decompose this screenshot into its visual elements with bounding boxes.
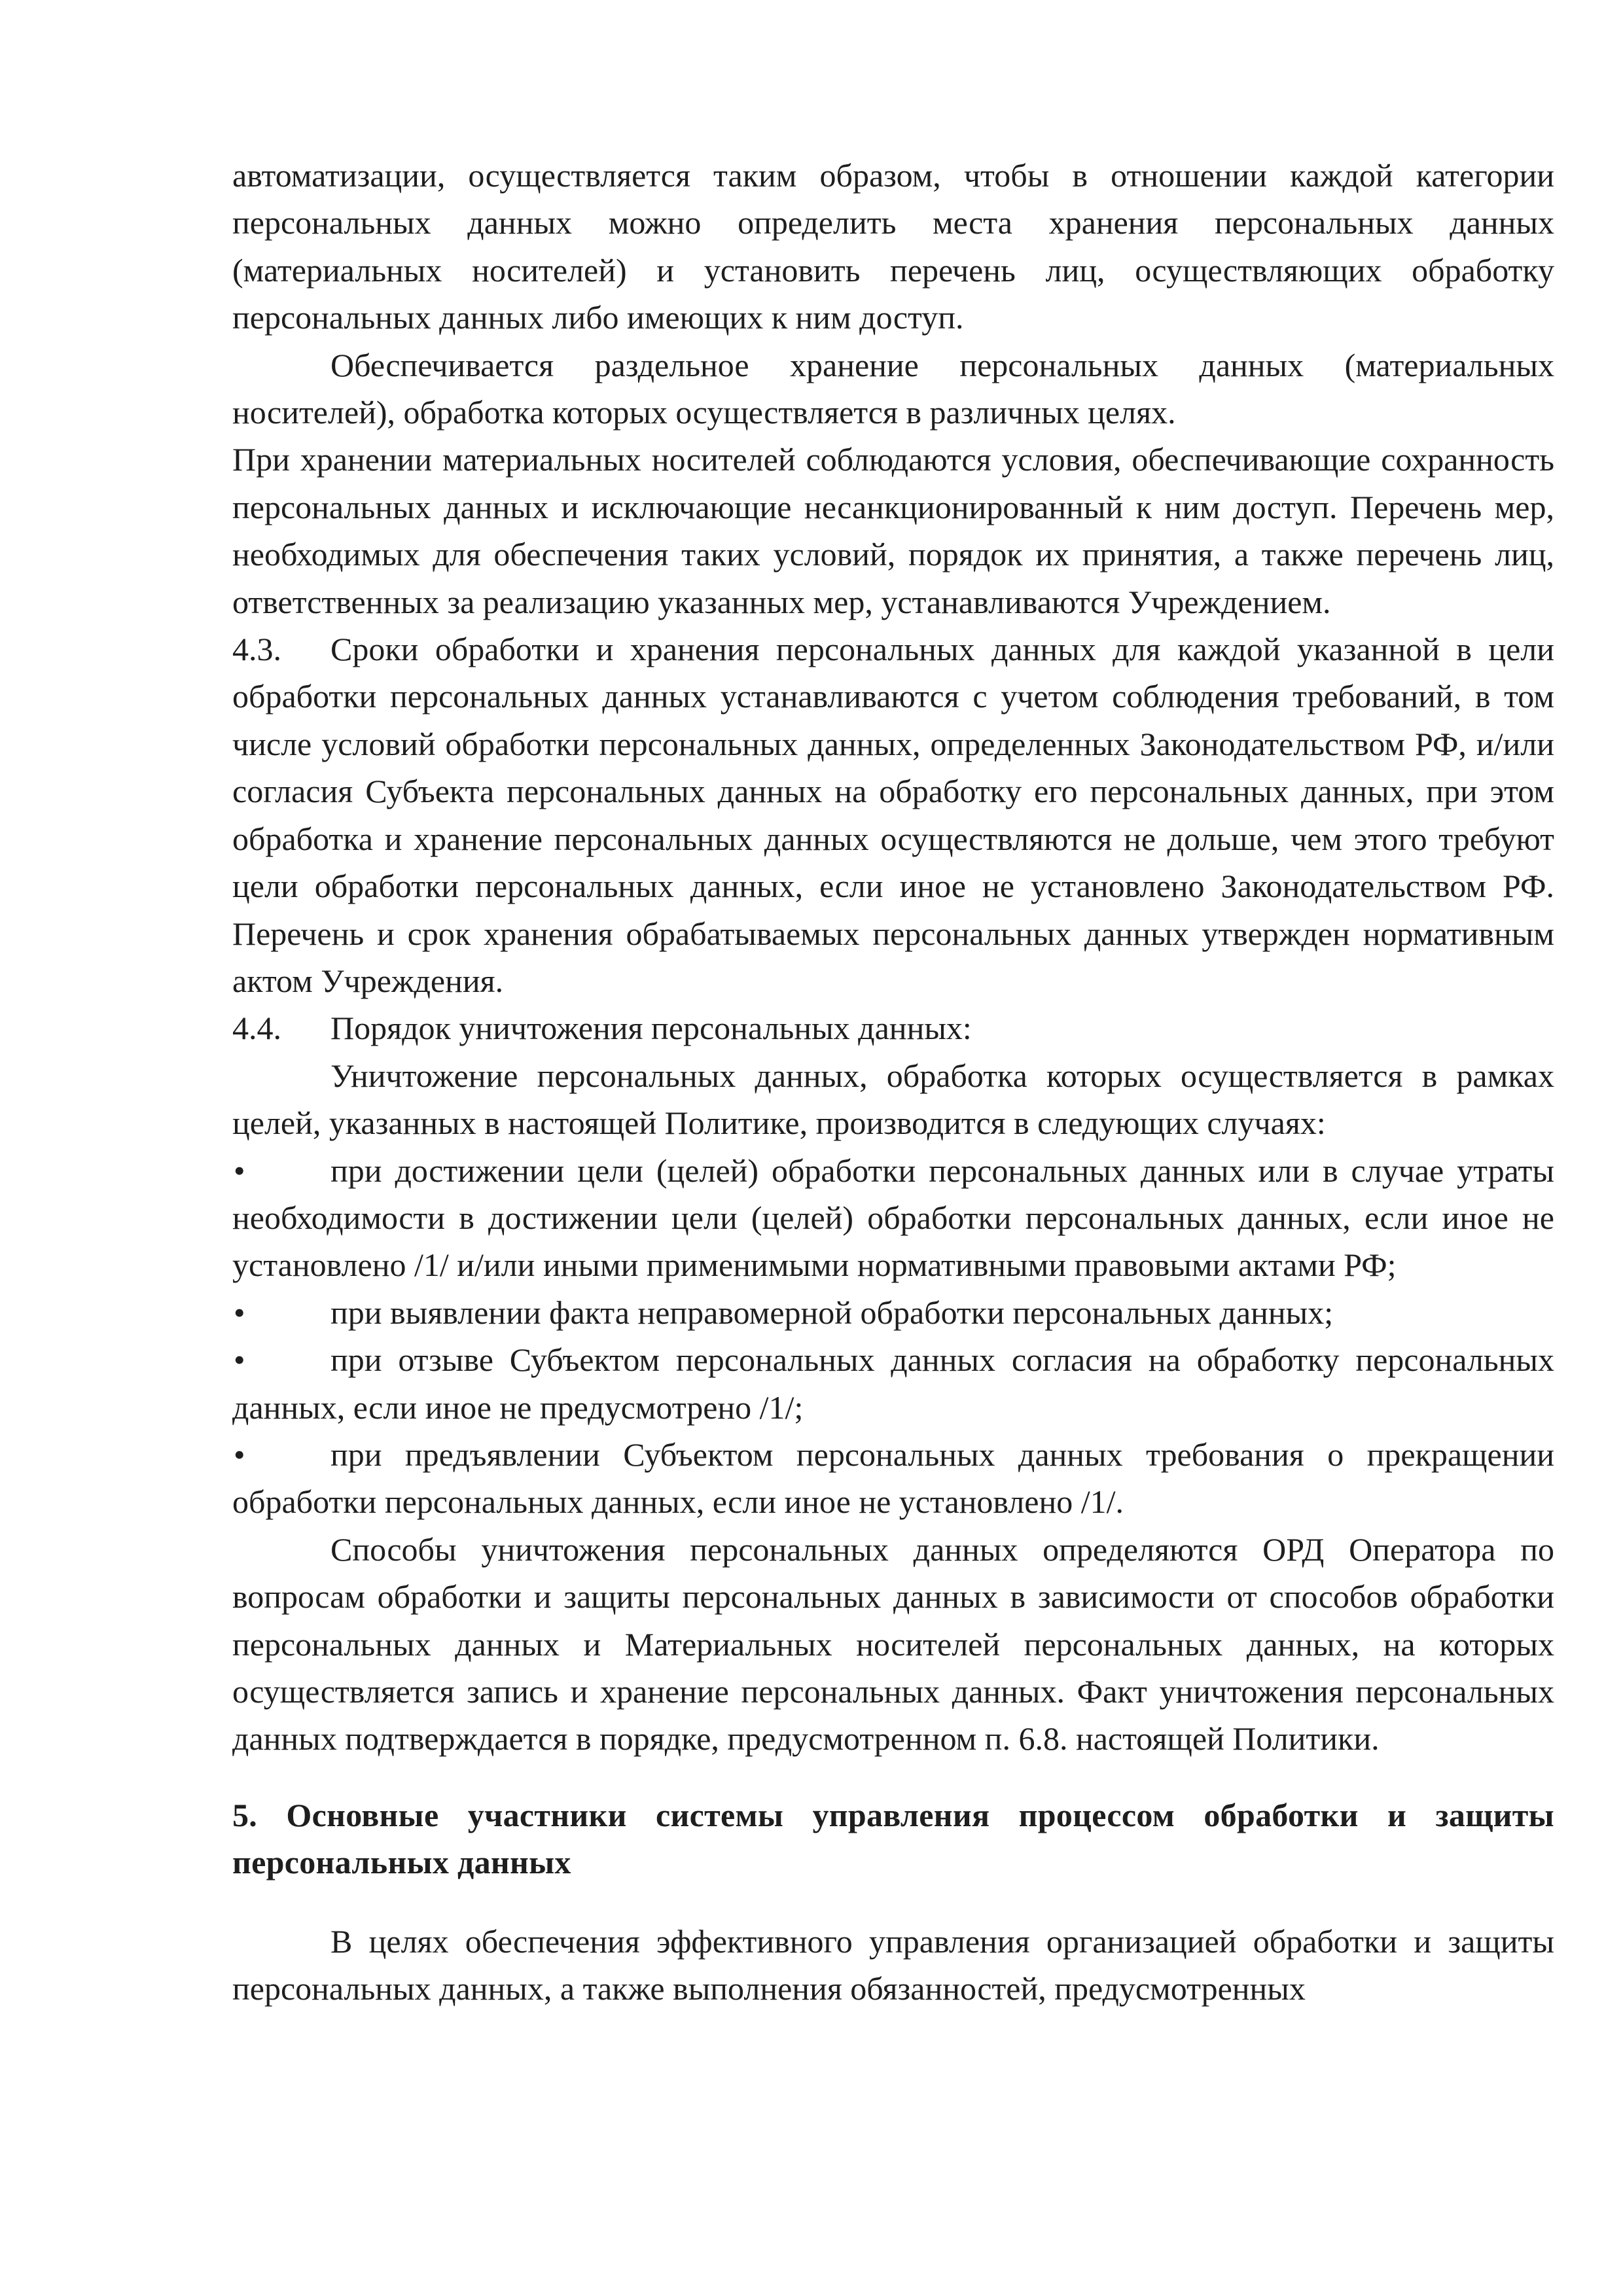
paragraph-destruction-intro: Уничтожение персональных данных, обработка которых осуществляется в рамках целей, указанных в настоящей Политике, производится в следующих случаях: <box>232 1057 1554 1142</box>
list-item <box>232 1431 1554 1526</box>
section-4-3 <box>232 626 1554 1004</box>
paragraph-separate-storage: Обеспечивается раздельное хранение персональных данных (материальных носителей), обработка которых осуществляется в различных целях. <box>232 346 1554 431</box>
paragraph-storage-conditions: При хранении материальных носителей соблюдаются условия, обеспечивающие сохранность персональных данных и исключающие несанкционированный к ним доступ. Перечень мер, необходимых для обеспечения таких условий, порядок их принятия, а также перечень лиц, ответственных за реализацию указанных мер, устанавливаются Учреждением. <box>232 441 1554 620</box>
bullet-icon: • <box>234 1436 245 1473</box>
bullet-icon: • <box>234 1341 245 1379</box>
bullet-icon: • <box>234 1152 245 1189</box>
section-text: Сроки обработки и хранения персональных данных для каждой указанной в цели обработки персональных данных устанавливаются с учетом соблюдения требований, в том числе условий обработки персональных данных, определенных Законодательством РФ, и/или согласия Субъекта персональных данных на обработку его персональных данных, при этом обработка и хранение персональных данных осуществляются не дольше, чем этого требуют цели обработки персональных данных, если иное не установлено Законодательством РФ. Перечень и срок хранения обрабатываемых персональных данных утвержден нормативным актом Учреждения. <box>232 631 1554 999</box>
list-item <box>232 1289 1554 1336</box>
paragraph-section-5-intro: В целях обеспечения эффективного управления организацией обработки и защиты персональных данных, а также выполнения обязанностей, предусмотренных <box>232 1922 1554 2007</box>
list-item-text: при достижении цели (целей) обработки персональных данных или в случае утраты необходимости в достижении цели (целей) обработки персональных данных, если иное не установлено /1/ и/или иными применимыми нормативными правовыми актами РФ; <box>232 1152 1554 1284</box>
section-text: Порядок уничтожения персональных данных: <box>330 1010 972 1047</box>
section-5-heading: 5. Основные участники системы управления процессом обработки и защиты персональных данных <box>232 1796 1554 1881</box>
list-item-text: при выявлении факта неправомерной обработки персональных данных; <box>330 1294 1334 1331</box>
paragraph-storage-automation: автоматизации, осуществляется таким образом, чтобы в отношении каждой категории персональных данных можно определить места хранения персональных данных (материальных носителей) и установить перечень лиц, осуществляющих обработку персональных данных либо имеющих к ним доступ. <box>232 157 1554 336</box>
section-number: 4.3. <box>232 631 281 668</box>
bullet-icon: • <box>234 1294 245 1331</box>
list-item-text: при предъявлении Субъектом персональных данных требования о прекращении обработки персональных данных, если иное не установлено /1/. <box>232 1436 1554 1521</box>
list-item-text: при отзыве Субъектом персональных данных согласия на обработку персональных данных, если иное не предусмотрено /1/; <box>232 1341 1554 1426</box>
paragraph-destruction-methods: Способы уничтожения персональных данных определяются ОРД Оператора по вопросам обработки и защиты персональных данных в зависимости от способов обработки персональных данных и Материальных носителей персональных данных, на которых осуществляется запись и хранение персональных данных. Факт уничтожения персональных данных подтверждается в порядке, предусмотренном п. 6.8. настоящей Политики. <box>232 1530 1554 1757</box>
section-4-4 <box>232 1004 1554 1051</box>
list-item <box>232 1336 1554 1431</box>
section-number: 4.4. <box>232 1010 281 1047</box>
document-body <box>232 152 1554 2012</box>
list-item <box>232 1147 1554 1289</box>
